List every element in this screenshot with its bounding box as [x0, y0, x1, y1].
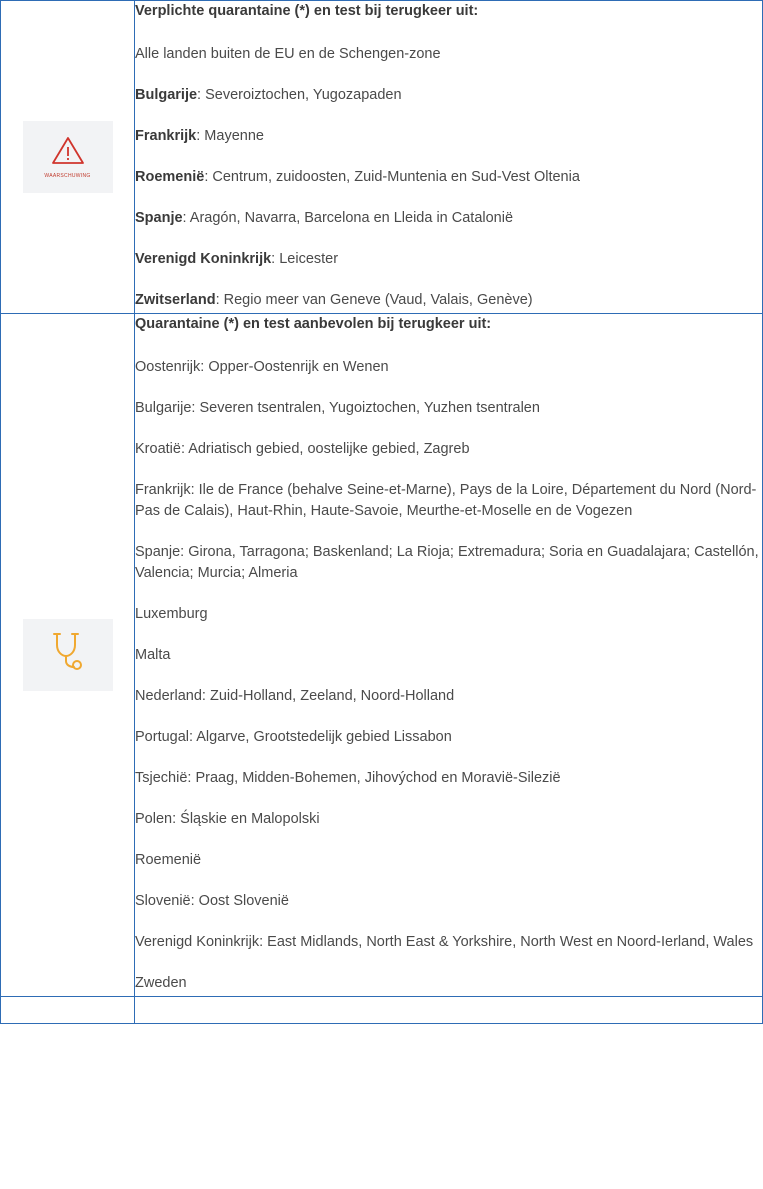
list-item	[135, 249, 762, 270]
list-item-lead: Verenigd Koninkrijk	[135, 251, 272, 268]
list-item-text: Spanje: Girona, Tarragona; Baskenland; La Rioja; Extremadura; Soria en Guadalajara; Castellón, Valencia; Murcia; Almeria	[135, 544, 759, 582]
list-item-text: : Mayenne	[196, 128, 264, 145]
list-item-text: Bulgarije: Severen tsentralen, Yugoiztochen, Yuzhen tsentralen	[135, 400, 540, 417]
warning-triangle-icon	[51, 135, 85, 170]
list-item-text: Alle landen buiten de EU en de Schengen-zone	[135, 46, 441, 63]
list-item-text: : Severoiztochen, Yugozapaden	[197, 87, 402, 104]
list-item-text: : Centrum, zuidoosten, Zuid-Muntenia en Sud-Vest Oltenia	[204, 169, 580, 186]
list-item-text: : Leicester	[271, 251, 339, 268]
list-item	[135, 727, 762, 748]
mandatory-quarantine-cell	[135, 1, 763, 314]
list-item	[135, 604, 762, 625]
list-item-text: Kroatië: Adriatisch gebied, oostelijke gebied, Zagreb	[135, 441, 470, 458]
list-item	[135, 768, 762, 789]
list-item-text: Frankrijk: Ile de France (behalve Seine-et-Marne), Pays de la Loire, Département du Nord (Nord-Pas de Calais), Haut-Rhin, Haute-Savoie, Meurthe-et-Moselle en de Vogezen	[135, 482, 757, 520]
list-item-lead: Roemenië	[135, 169, 205, 186]
list-item-text: : Aragón, Navarra, Barcelona en Lleida in Catalonië	[182, 210, 514, 227]
list-item-text: Roemenië	[135, 852, 202, 869]
list-item-text: Slovenië: Oost Slovenië	[135, 893, 289, 910]
stethoscope-icon-cell	[1, 314, 135, 997]
table-row-partial	[1, 997, 763, 1024]
list-item-lead: Zwitserland	[135, 292, 216, 309]
list-item-text: Malta	[135, 647, 171, 664]
list-item	[135, 85, 762, 106]
warning-icon-box	[23, 121, 113, 193]
list-item-text: Zweden	[135, 975, 187, 992]
list-item-lead: Spanje	[135, 210, 183, 227]
recommended-quarantine-cell	[135, 314, 763, 997]
list-item	[135, 398, 762, 419]
list-item	[135, 645, 762, 666]
list-item	[135, 167, 762, 188]
list-item-text: Polen: Śląskie en Malopolski	[135, 811, 320, 828]
list-item	[135, 850, 762, 871]
list-item	[135, 932, 762, 953]
warning-icon-cell	[1, 1, 135, 314]
next-row-icon-cell	[1, 997, 135, 1024]
list-item	[135, 290, 762, 311]
list-item-text: : Regio meer van Geneve (Vaud, Valais, Genève)	[215, 292, 533, 309]
list-item	[135, 973, 762, 994]
list-item-text: Oostenrijk: Opper-Oostenrijk en Wenen	[135, 359, 389, 376]
warning-icon-caption: WAARSCHUWING	[44, 173, 91, 180]
list-item	[135, 480, 762, 522]
list-item	[135, 357, 762, 378]
stethoscope-icon	[50, 631, 86, 676]
list-item	[135, 208, 762, 229]
list-item	[135, 439, 762, 460]
list-item	[135, 809, 762, 830]
list-item	[135, 44, 762, 65]
table-row	[1, 1, 763, 314]
section-heading: Quarantaine (*) en test aanbevolen bij terugkeer uit:	[135, 316, 492, 333]
list-item	[135, 126, 762, 147]
list-item-text: Portugal: Algarve, Grootstedelijk gebied Lissabon	[135, 729, 452, 746]
section-heading: Verplichte quarantaine (*) en test bij terugkeer uit:	[135, 3, 479, 19]
stethoscope-icon-box	[23, 619, 113, 691]
list-item	[135, 542, 762, 584]
table-row	[1, 314, 763, 997]
list-item-lead: Frankrijk	[135, 128, 197, 145]
list-item-text: Tsjechië: Praag, Midden-Bohemen, Jihovýchod en Moravië-Silezië	[135, 770, 561, 787]
list-item	[135, 891, 762, 912]
list-item-text: Nederland: Zuid-Holland, Zeeland, Noord-Holland	[135, 688, 455, 705]
list-item-text: Luxemburg	[135, 606, 208, 623]
next-row-text-cell	[135, 997, 763, 1024]
list-item-text: Verenigd Koninkrijk: East Midlands, North East & Yorkshire, North West en Noord-Ierland, Wales	[135, 934, 754, 951]
list-item-lead: Bulgarije	[135, 87, 198, 104]
list-item	[135, 686, 762, 707]
